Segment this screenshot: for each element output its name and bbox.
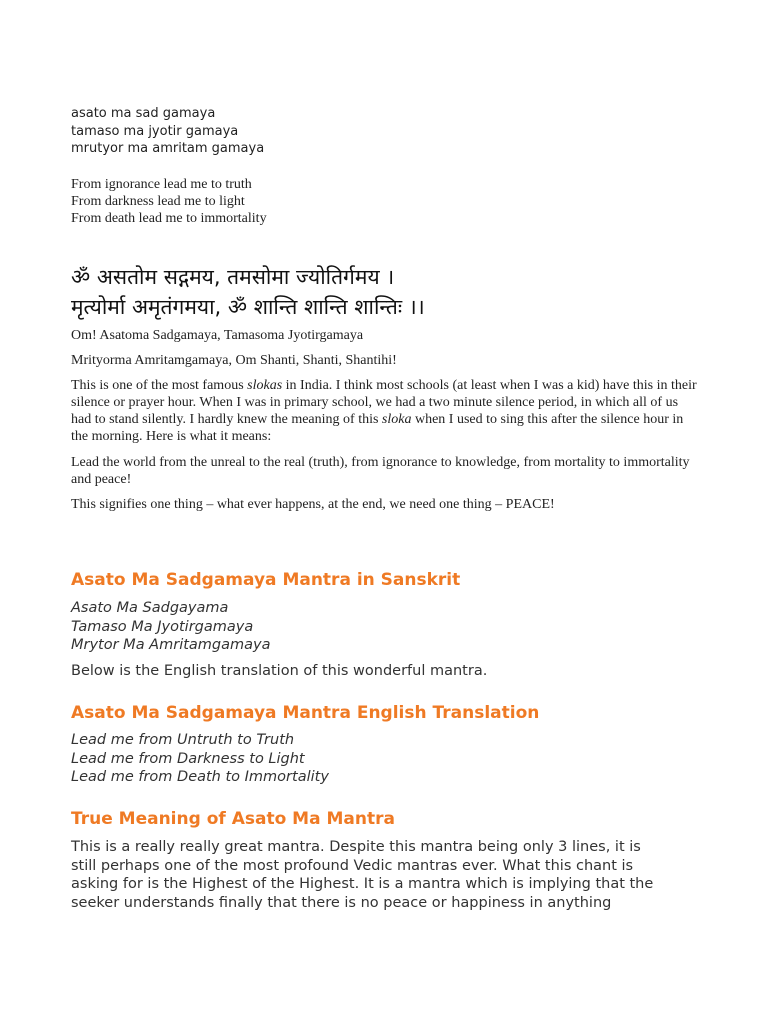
translation-block xyxy=(71,176,267,227)
body-line: still perhaps one of the most profound Vedic mantras ever. What this chant is xyxy=(71,857,634,874)
transliteration-line: mrutyor ma amritam gamaya xyxy=(71,141,265,156)
mantra-line: Tamaso Ma Jyotirgamaya xyxy=(71,618,254,635)
body-line: asking for is the Highest of the Highest. It is a mantra which is implying that the xyxy=(71,876,654,892)
om-line-1: Om! Asatoma Sadgamaya, Tamasoma Jyotirgamaya xyxy=(71,328,364,343)
section-heading-sanskrit: Asato Ma Sadgamaya Mantra in Sanskrit xyxy=(71,570,461,590)
sloka-word: sloka xyxy=(381,412,412,427)
sanskrit-line: ॐ असतोम सद्गमय, तमसोमा ज्योतिर्गमय । xyxy=(71,265,395,289)
body-line: This is a really really great mantra. Despite this mantra being only 3 lines, it is xyxy=(71,839,641,855)
intro-paragraph xyxy=(71,377,701,445)
english-translation-lines xyxy=(71,731,329,787)
intro-text: when I used to sing this after the silence hour in the morning. Here is what it means: xyxy=(71,412,684,444)
transliteration-block xyxy=(71,105,264,158)
section-heading-translation: Asato Ma Sadgamaya Mantra English Translation xyxy=(71,703,540,723)
translation-line: Lead me from Untruth to Truth xyxy=(71,732,295,748)
mantra-lines xyxy=(71,599,270,655)
slokas-word: slokas xyxy=(247,378,283,393)
mantra-line: Asato Ma Sadgayama xyxy=(71,600,229,616)
meaning-body xyxy=(71,838,701,912)
translation-line: From ignorance lead me to truth xyxy=(71,177,252,192)
mantra-line: Mrytor Ma Amritamgamaya xyxy=(71,637,271,653)
signifies-paragraph: This signifies one thing – what ever happens, at the end, we need one thing – PEACE! xyxy=(71,497,555,512)
meaning-paragraph: Lead the world from the unreal to the real (truth), from ignorance to knowledge, from mortality to immortality and peace! xyxy=(71,455,690,487)
transliteration-line: tamaso ma jyotir gamaya xyxy=(71,123,239,139)
section-heading-meaning: True Meaning of Asato Ma Mantra xyxy=(71,809,395,829)
sanskrit-line: मृत्योर्मा अमृतंगमया, ॐ शान्ति शान्ति शान्तिः ।। xyxy=(71,295,425,319)
translation-line: From death lead me to immortality xyxy=(71,211,267,226)
intro-text: This is one of the most famous xyxy=(71,378,248,393)
intro-text: in India. I think most schools (at least when I was a kid) have this in their silence or prayer hour. When I was in primary school, we had a two minute silence period, in which all of us had to stand silently. I hardly knew the meaning of this xyxy=(71,378,697,427)
om-line-2: Mrityorma Amritamgamaya, Om Shanti, Shanti, Shantihi! xyxy=(71,353,397,368)
translation-line: Lead me from Death to Immortality xyxy=(71,769,329,785)
translation-line: From darkness lead me to light xyxy=(71,194,245,209)
translation-note: Below is the English translation of this wonderful mantra. xyxy=(71,663,488,679)
transliteration-line: asato ma sad gamaya xyxy=(71,106,216,121)
translation-line: Lead me from Darkness to Light xyxy=(71,750,305,767)
body-line: seeker understands finally that there is no peace or happiness in anything xyxy=(71,894,612,911)
sanskrit-verse xyxy=(71,262,425,322)
